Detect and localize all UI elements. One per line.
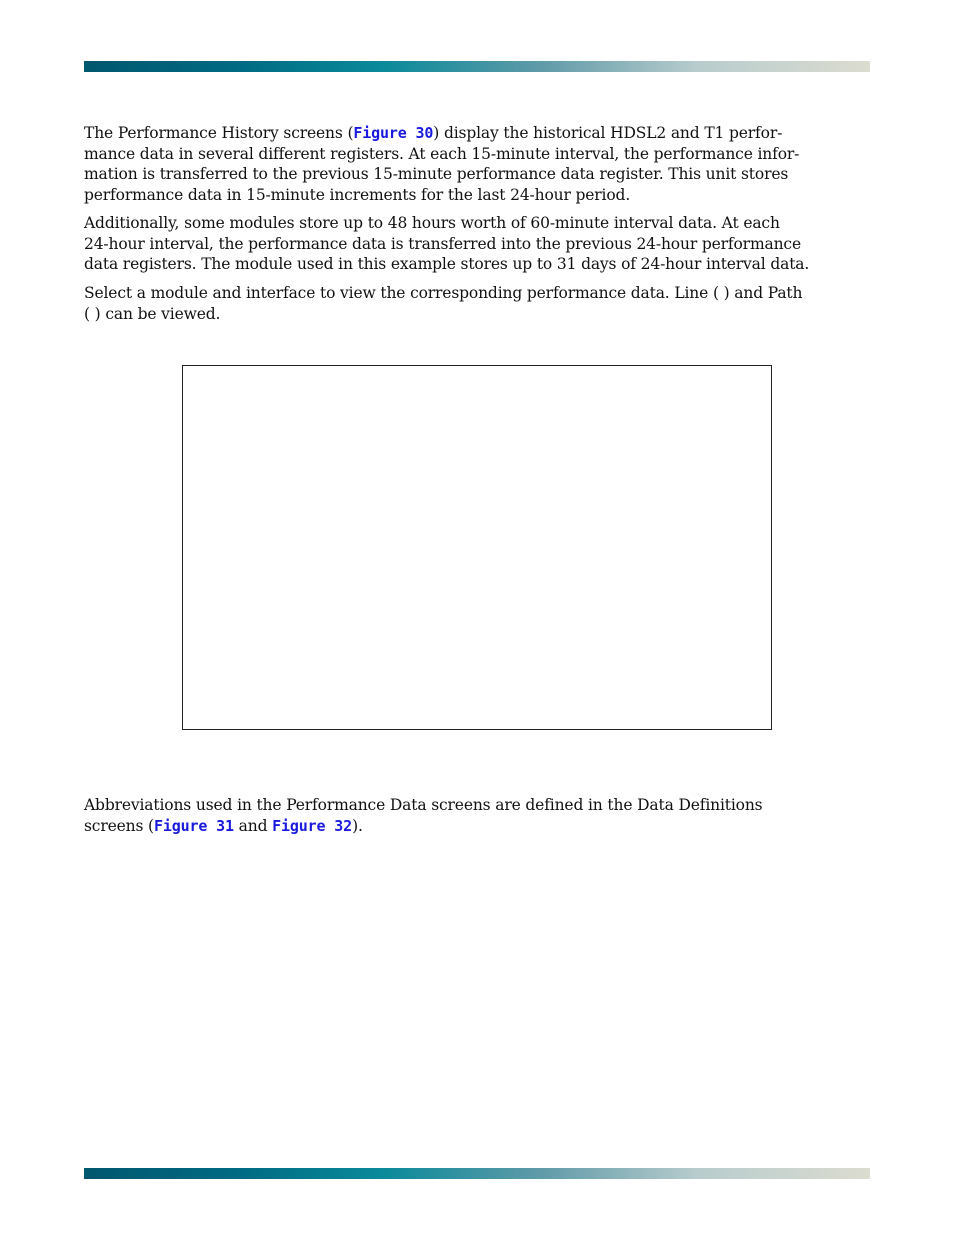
footer-rule — [84, 1168, 870, 1179]
paragraph-line — [84, 123, 874, 144]
paragraph-select-module — [84, 283, 874, 324]
figure-placeholder-frame — [182, 365, 772, 730]
paragraph-line: data registers. The module used in this example stores up to 31 days of 24-hour interval data. — [84, 255, 810, 273]
text-segment: ). — [352, 816, 363, 835]
paragraph-line: Abbreviations used in the Performance Data screens are defined in the Data Definitions — [84, 796, 763, 814]
paragraph-performance-history — [84, 123, 874, 205]
text-segment: and — [233, 816, 273, 835]
figure-31-link[interactable]: Figure 31 — [153, 816, 234, 835]
paragraph-interval-data — [84, 213, 874, 275]
text-segment: The Performance History screens ( — [84, 124, 354, 142]
paragraph-line: ( ) can be viewed. — [84, 304, 221, 323]
paragraph-line: mation is transferred to the previous 15-minute performance data register. This unit stores — [84, 165, 789, 183]
paragraph-line — [84, 816, 874, 837]
paragraph-line: Additionally, some modules store up to 48 hours worth of 60-minute interval data. At each — [84, 214, 780, 232]
figure-30-link[interactable]: Figure 30 — [353, 124, 434, 142]
paragraph-line: mance data in several different registers. At each 15-minute interval, the performance infor- — [84, 144, 800, 163]
text-segment: screens ( — [84, 816, 154, 835]
header-rule — [84, 61, 870, 72]
paragraph-line: Select a module and interface to view the corresponding performance data. Line ( ) and Path — [84, 284, 803, 302]
text-segment: ) display the historical HDSL2 and T1 perfor- — [433, 124, 783, 142]
paragraph-abbreviations — [84, 795, 874, 836]
paragraph-line: 24-hour interval, the performance data is transferred into the previous 24-hour performance — [84, 234, 801, 253]
figure-32-link[interactable]: Figure 32 — [272, 816, 353, 835]
paragraph-line: performance data in 15-minute increments for the last 24-hour period. — [84, 185, 631, 204]
